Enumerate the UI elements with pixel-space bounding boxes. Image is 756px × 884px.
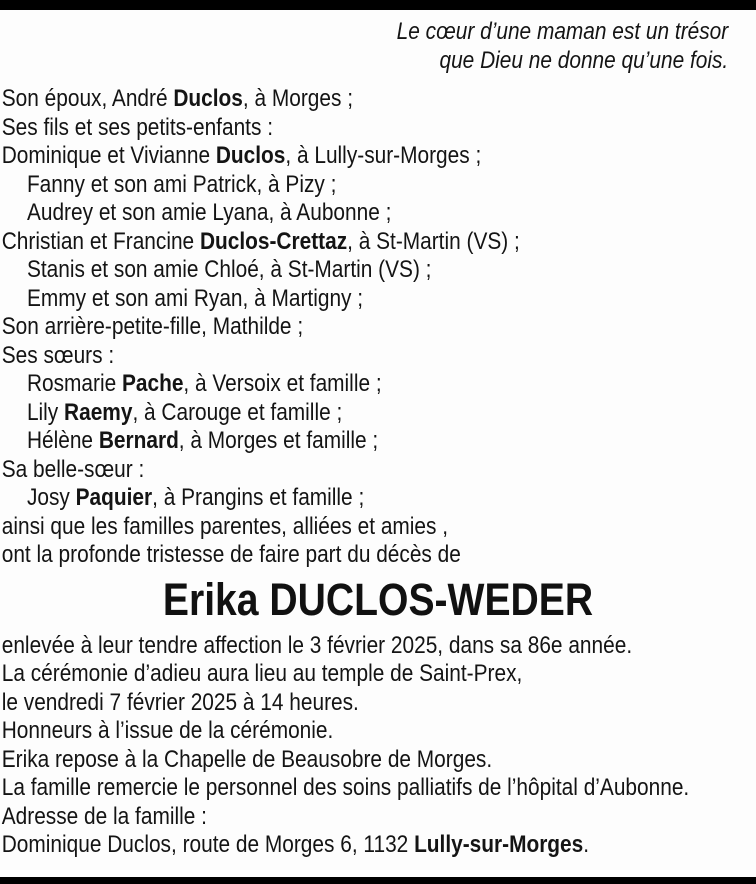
text-segment: Ses fils et ses petits-enfants : <box>1 113 273 141</box>
text-segment: Stanis et son amie Chloé, à St-Martin (VS) ; <box>26 256 432 283</box>
text-line <box>2 746 756 775</box>
text-segment: , à Prangins et famille ; <box>152 484 365 511</box>
text-line <box>2 484 756 513</box>
bold-name-segment: Duclos-Crettaz <box>199 227 348 255</box>
text-line <box>2 717 756 746</box>
text-segment: Ses sœurs : <box>1 341 115 369</box>
text-segment: , à Versoix et famille ; <box>183 370 382 397</box>
text-line <box>2 370 756 399</box>
text-segment: Rosmarie <box>26 370 122 397</box>
text-segment: La cérémonie d’adieu aura lieu au temple de Saint-Prex, <box>1 660 523 687</box>
text-line <box>2 456 756 485</box>
text-line <box>2 171 756 200</box>
top-border-rule <box>0 0 756 10</box>
text-segment: Sa belle-sœur : <box>1 455 145 483</box>
text-segment: . <box>583 831 590 858</box>
text-line <box>2 427 756 456</box>
text-line <box>2 689 756 718</box>
text-line <box>2 313 756 342</box>
text-line <box>2 228 756 257</box>
ceremony-details <box>0 632 756 860</box>
epigraph-quote <box>0 18 756 75</box>
text-segment: Adresse de la famille : <box>1 802 207 830</box>
bold-name-segment: Pache <box>121 370 184 397</box>
text-segment: Audrey et son amie Lyana, à Aubonne ; <box>26 199 392 226</box>
text-line <box>2 256 756 285</box>
text-segment: , à Lully-sur-Morges ; <box>285 142 482 169</box>
bold-name-segment: Duclos <box>173 85 243 112</box>
text-segment: Dominique et Vivianne <box>1 142 216 169</box>
bottom-border-rule <box>0 877 756 884</box>
bold-name-segment: Bernard <box>98 427 179 454</box>
text-line <box>2 199 756 228</box>
text-line <box>2 632 756 661</box>
epigraph-line-1: Le cœur d’une maman est un trésor <box>396 18 729 45</box>
text-line <box>2 513 756 542</box>
text-segment: le vendredi 7 février 2025 à 14 heures. <box>1 688 359 716</box>
text-segment: enlevée à leur tendre affection le 3 février 2025, dans sa 86e année. <box>1 631 633 659</box>
text-segment: Fanny et son ami Patrick, à Pizy ; <box>26 170 337 198</box>
deceased-name: Erika DUCLOS-WEDER <box>162 573 594 625</box>
text-segment: , à Carouge et famille ; <box>132 398 343 426</box>
text-line <box>2 831 756 860</box>
text-segment: , à Morges et famille ; <box>178 427 379 454</box>
text-line <box>2 114 756 143</box>
text-segment: Emmy et son ami Ryan, à Martigny ; <box>26 284 364 312</box>
text-segment: ainsi que les familles parentes, alliées et amies , <box>1 512 449 540</box>
bold-name-segment: Raemy <box>64 398 133 426</box>
text-line <box>2 774 756 803</box>
text-segment: Son arrière-petite-fille, Mathilde ; <box>1 313 304 340</box>
text-segment: Son époux, André <box>1 85 174 112</box>
bold-name-segment: Lully-sur-Morges <box>414 831 584 858</box>
text-line <box>2 399 756 428</box>
text-line <box>2 85 756 114</box>
notice-content <box>0 10 756 860</box>
text-segment: Christian et Francine <box>1 227 200 255</box>
text-segment: La famille remercie le personnel des soins palliatifs de l’hôpital d’Aubonne. <box>1 774 690 801</box>
text-line <box>2 285 756 314</box>
text-segment: , à Morges ; <box>242 85 354 112</box>
text-segment: Lily <box>26 398 65 426</box>
text-line <box>2 660 756 689</box>
text-line <box>2 541 756 570</box>
text-segment: Josy <box>26 484 76 511</box>
text-line <box>2 803 756 832</box>
text-segment: , à St-Martin (VS) ; <box>347 227 520 255</box>
text-line <box>2 342 756 371</box>
text-segment: ont la profonde tristesse de faire part du décès de <box>1 541 461 568</box>
bold-name-segment: Paquier <box>75 484 153 511</box>
text-segment: Dominique Duclos, route de Morges 6, 1132 <box>1 831 415 858</box>
family-list <box>0 85 756 570</box>
epigraph-line-2: que Dieu ne donne qu’une fois. <box>439 46 729 74</box>
text-segment: Honneurs à l’issue de la cérémonie. <box>1 717 334 744</box>
text-segment: Hélène <box>26 427 99 454</box>
text-line <box>2 142 756 171</box>
text-segment: Erika repose à la Chapelle de Beausobre de Morges. <box>1 745 493 773</box>
bold-name-segment: Duclos <box>215 142 286 169</box>
